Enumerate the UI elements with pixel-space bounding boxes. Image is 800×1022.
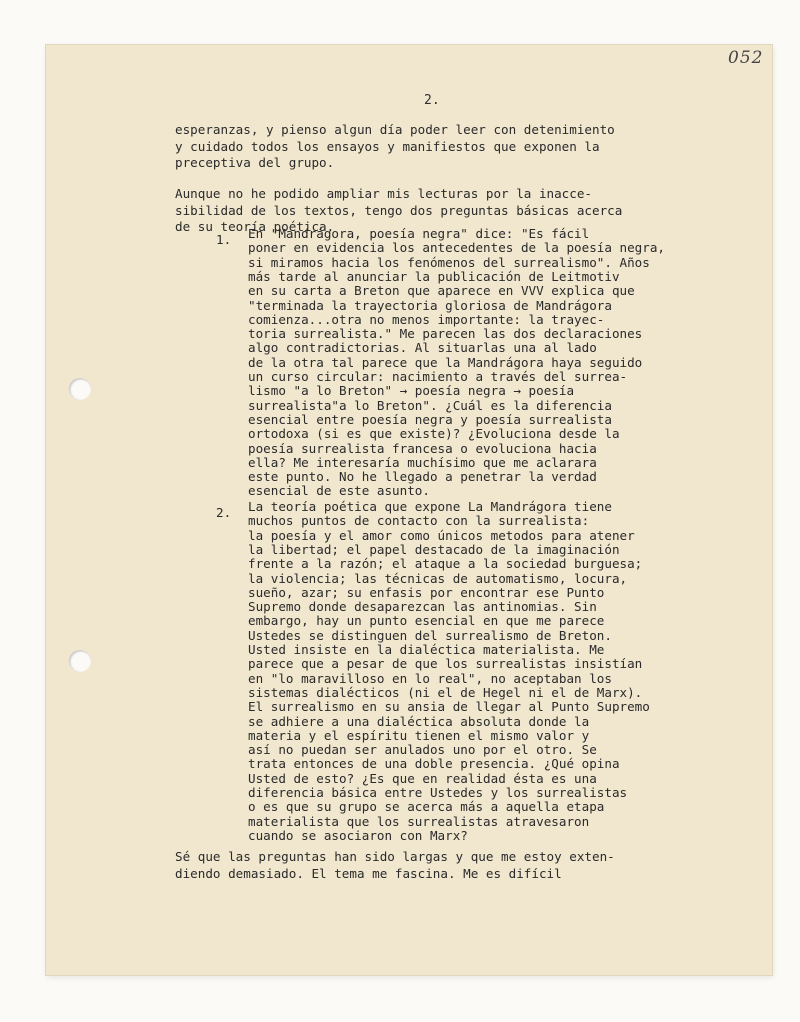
- text-line: o es que su grupo se acerca más a aquella etapa: [248, 799, 605, 815]
- item-1-number: 1.: [216, 232, 232, 247]
- text-line: parece que a pesar de que los surrealistas insistían: [248, 656, 643, 672]
- text-line: de la otra tal parece que la Mandrágora haya seguido: [248, 354, 643, 370]
- text-line: embargo, hay un punto esencial en que me parece: [248, 613, 605, 629]
- text-line: esperanzas, y pienso algun día poder leer con detenimiento: [175, 122, 615, 137]
- text-line: de su teoría poética.: [175, 219, 335, 234]
- text-line: diendo demasiado. El tema me fascina. Me es difícil: [175, 865, 562, 881]
- text-line: la poesía y el amor como únicos metodos para atener: [248, 527, 635, 543]
- text-line: Sé que las preguntas han sido largas y que me estoy exten-: [175, 849, 615, 864]
- text-line: la violencia; las técnicas de automatismo, locura,: [248, 570, 628, 586]
- text-line: Aunque no he podido ampliar mis lecturas por la inacce-: [175, 186, 593, 201]
- text-line: frente a la razón; el ataque a la sociedad burguesa;: [248, 556, 643, 572]
- text-line: muchos puntos de contacto con la surrealista:: [248, 513, 590, 529]
- text-line: esencial de este asunto.: [248, 483, 430, 499]
- text-line: "terminada la trayectoria gloriosa de Mandrágora: [248, 297, 612, 313]
- text-line: lismo "a lo Breton" → poesía negra → poesía: [248, 383, 575, 399]
- punch-hole: [69, 650, 91, 672]
- item-2-number: 2.: [216, 505, 232, 520]
- text-line: materialista que los surrealistas atravesaron: [248, 813, 590, 829]
- folio-number: 052: [728, 48, 764, 68]
- text-line: poesía surrealista francesa o evoluciona hacia: [248, 440, 597, 456]
- text-line: cuando se asociaron con Marx?: [248, 827, 468, 843]
- text-line: Usted insiste en la dialéctica materialista. Me: [248, 642, 605, 657]
- text-line: Ustedes se distinguen del surrealismo de Breton.: [248, 627, 612, 643]
- text-line: más tarde al anunciar la publicación de Leitmotiv: [248, 268, 620, 284]
- text-line: En "Mandrágora, poesía negra" dice: "Es fácil: [248, 226, 590, 241]
- text-line: ortodoxa (si es que existe)? ¿Evoluciona desde la: [248, 426, 620, 442]
- text-line: en "lo maravilloso en lo real", no aceptaban los: [248, 670, 612, 686]
- punch-hole: [69, 378, 91, 400]
- text-line: El surrealismo en su ansia de llegar al Punto Supremo: [248, 699, 650, 715]
- text-line: sueño, azar; su enfasis por encontrar ese Punto: [248, 584, 605, 600]
- text-line: diferencia básica entre Ustedes y los surrealistas: [248, 785, 628, 800]
- text-line: ella? Me interesaría muchísimo que me aclarara: [248, 454, 597, 470]
- text-line: surrealista"a lo Breton". ¿Cuál es la diferencia: [248, 397, 612, 413]
- page-number: 2.: [424, 93, 440, 108]
- text-line: materia y el espíritu tienen el mismo valor y: [248, 727, 590, 743]
- text-line: un curso circular: nacimiento a través del surrea-: [248, 369, 628, 384]
- text-line: toria surrealista." Me parecen las dos declaraciones: [248, 326, 643, 342]
- text-line: esencial entre poesía negra y poesía surrealista: [248, 411, 612, 427]
- text-line: si miramos hacia los fenómenos del surrealismo". Años: [248, 254, 650, 270]
- text-line: algo contradictorias. Al situarlas una al lado: [248, 340, 597, 356]
- text-line: se adhiere a una dialéctica absoluta donde la: [248, 713, 590, 729]
- text-line: sistemas dialécticos (ni el de Hegel ni el de Marx).: [248, 684, 643, 700]
- text-line: comienza...otra no menos importante: la trayec-: [248, 311, 605, 327]
- text-line: La teoría poética que expone La Mandrágora tiene: [248, 499, 612, 514]
- text-line: la libertad; el papel destacado de la imaginación: [248, 541, 620, 557]
- text-line: sibilidad de los textos, tengo dos preguntas básicas acerca: [175, 202, 623, 218]
- text-line: así no puedan ser anulados uno por el otro. Se: [248, 742, 597, 758]
- text-line: en su carta a Breton que aparece en VVV explica que: [248, 283, 635, 299]
- text-line: este punto. No he llegado a penetrar la verdad: [248, 469, 597, 485]
- text-line: Usted de esto? ¿Es que en realidad ésta es una: [248, 770, 597, 786]
- text-line: preceptiva del grupo.: [175, 155, 335, 170]
- text-line: trata entonces de una doble presencia. ¿Qué opina: [248, 756, 620, 772]
- text-line: Supremo donde desaparezcan las antinomias. Sin: [248, 599, 597, 615]
- text-line: y cuidado todos los ensayos y manifiestos que exponen la: [175, 138, 600, 154]
- text-line: poner en evidencia los antecedentes de la poesía negra,: [248, 240, 666, 256]
